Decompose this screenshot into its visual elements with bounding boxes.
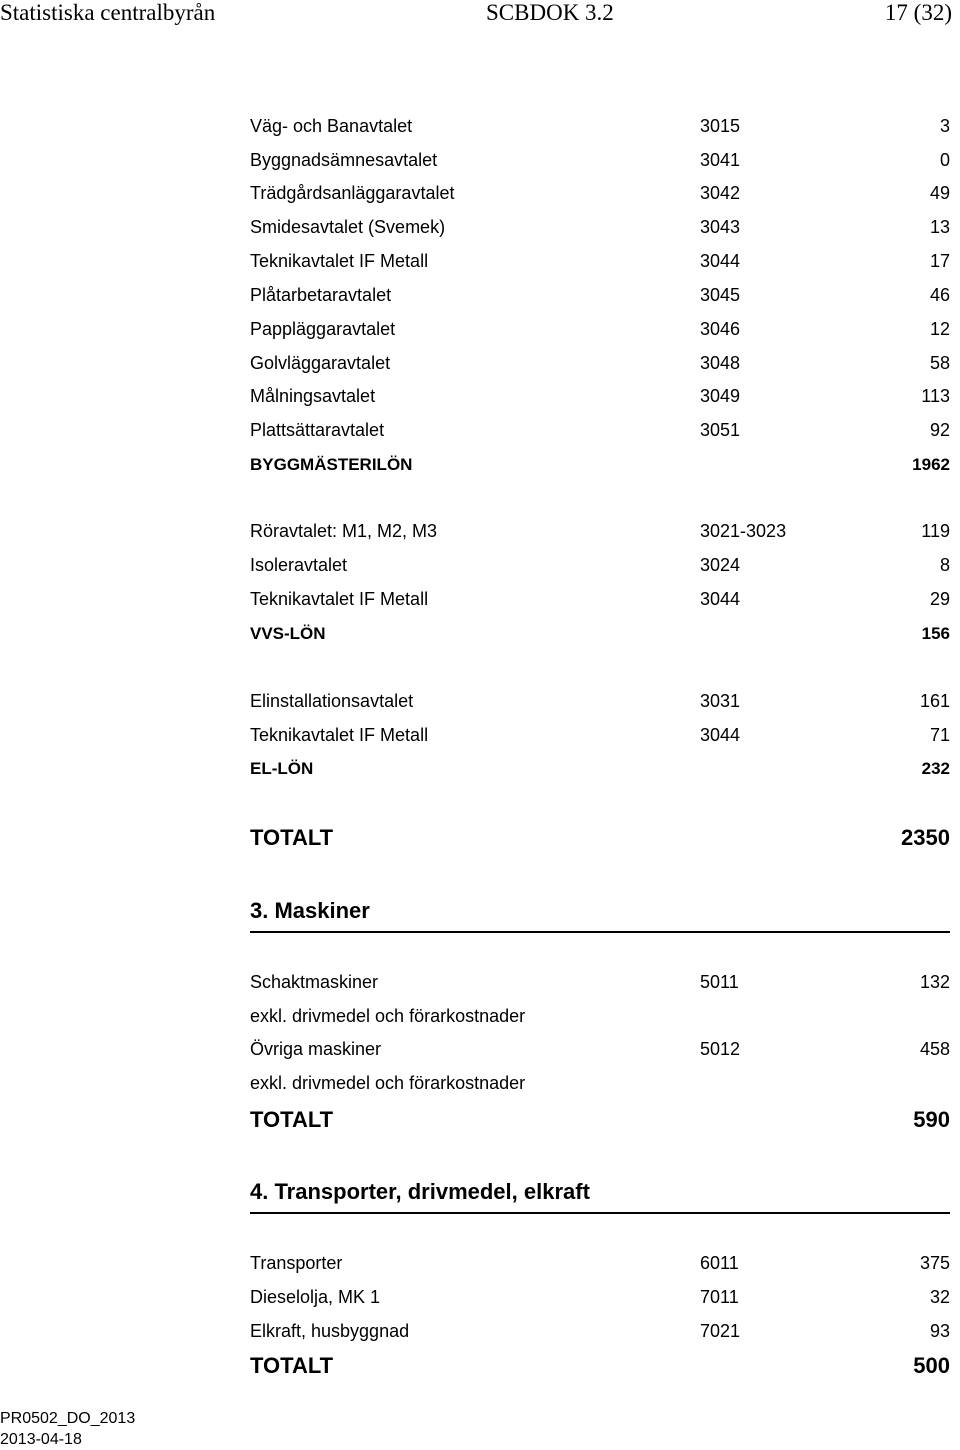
- row-code: 3046: [700, 319, 741, 339]
- footer-doc-id: PR0502_DO_2013: [0, 1410, 136, 1427]
- row-value: 29: [929, 589, 950, 609]
- row-value: 8: [939, 555, 950, 575]
- row-code: 3021-3023: [700, 521, 787, 541]
- row-name: Elinstallationsavtalet: [250, 691, 414, 711]
- row-value: 0: [939, 150, 950, 170]
- subtotal-value: 1962: [912, 455, 950, 474]
- row-name: Plåtarbetaravtalet: [250, 285, 392, 305]
- row-name: Teknikavtalet IF Metall: [250, 589, 429, 609]
- table-row: [250, 112, 950, 140]
- table-row: [250, 551, 950, 579]
- section-heading: 3. Maskiner: [250, 891, 950, 933]
- subtotal-row: [250, 620, 950, 648]
- page-footer: [0, 1408, 135, 1450]
- row-value: 12: [929, 319, 950, 339]
- row-value: 113: [921, 386, 950, 406]
- total-row: [250, 821, 950, 855]
- page-number: 17 (32): [884, 0, 952, 25]
- subtotal-label: EL-LÖN: [250, 759, 314, 778]
- row-name: Övriga maskiner: [250, 1039, 382, 1059]
- row-name: Schaktmaskiner: [250, 972, 379, 992]
- row-code: 3044: [700, 251, 741, 271]
- row-code: 3042: [700, 183, 741, 203]
- row-code: 3044: [700, 725, 741, 745]
- row-name: Plattsättaravtalet: [250, 420, 385, 440]
- total-label: TOTALT: [250, 1107, 334, 1132]
- table-row: [250, 1069, 950, 1097]
- section-heading: 4. Transporter, drivmedel, elkraft: [250, 1172, 950, 1214]
- row-value: 3: [939, 116, 950, 136]
- row-value: 71: [929, 725, 950, 745]
- row-name: Byggnadsämnesavtalet: [250, 150, 438, 170]
- table-row: [250, 146, 950, 174]
- row-name: Trädgårdsanläggaravtalet: [250, 183, 455, 203]
- subtotal-label: BYGGMÄSTERILÖN: [250, 455, 413, 474]
- table-row: [250, 1317, 950, 1345]
- row-value: 92: [929, 420, 950, 440]
- page-header: [0, 0, 960, 36]
- subtotal-row: [250, 755, 950, 783]
- table-row: [250, 315, 950, 343]
- subtotal-value: 156: [921, 624, 950, 643]
- row-code: 3048: [700, 353, 741, 373]
- table-row: [250, 721, 950, 749]
- row-code: 3024: [700, 555, 741, 575]
- row-code: 6011: [700, 1253, 739, 1273]
- subtotal-label: VVS-LÖN: [250, 624, 326, 643]
- row-value: 46: [929, 285, 950, 305]
- table-row: [250, 281, 950, 309]
- footer-date: 2013-04-18: [0, 1431, 82, 1448]
- row-code: 3045: [700, 285, 741, 305]
- table-row: [250, 1002, 950, 1030]
- row-code: 7021: [700, 1321, 741, 1341]
- row-name: Målningsavtalet: [250, 386, 376, 406]
- row-code: 7011: [700, 1287, 739, 1307]
- row-code: 3044: [700, 589, 741, 609]
- table-row: [250, 1283, 950, 1311]
- row-value: 119: [921, 521, 950, 541]
- row-value: 132: [919, 972, 950, 992]
- total-value: 500: [913, 1353, 950, 1378]
- table-row: [250, 687, 950, 715]
- row-code: 3051: [700, 420, 741, 440]
- row-value: 58: [929, 353, 950, 373]
- table-row: [250, 1249, 950, 1277]
- table-row: [250, 968, 950, 996]
- row-value: 49: [929, 183, 950, 203]
- row-value: 161: [919, 691, 950, 711]
- row-code: 3015: [700, 116, 741, 136]
- row-code: 3041: [700, 150, 741, 170]
- row-code: 3043: [700, 217, 741, 237]
- row-code: 5011: [700, 972, 739, 992]
- row-name: Dieselolja, MK 1: [250, 1287, 381, 1307]
- table-row: [250, 517, 950, 545]
- row-name: exkl. drivmedel och förarkostnader: [250, 1073, 526, 1093]
- table-row: [250, 213, 950, 241]
- total-value: 2350: [901, 825, 950, 850]
- total-label: TOTALT: [250, 1353, 334, 1378]
- row-value: 17: [929, 251, 950, 271]
- table-row: [250, 585, 950, 613]
- row-name: Elkraft, husbyggnad: [250, 1321, 410, 1341]
- row-value: 93: [929, 1321, 950, 1341]
- row-name: Golvläggaravtalet: [250, 353, 391, 373]
- organization-name: Statistiska centralbyrån: [0, 0, 216, 25]
- row-name: Transporter: [250, 1253, 343, 1273]
- row-value: 458: [919, 1039, 950, 1059]
- subtotal-value: 232: [921, 759, 950, 778]
- row-name: exkl. drivmedel och förarkostnader: [250, 1006, 526, 1026]
- table-row: [250, 349, 950, 377]
- row-name: Pappläggaravtalet: [250, 319, 396, 339]
- row-name: Röravtalet: M1, M2, M3: [250, 521, 438, 541]
- table-row: [250, 382, 950, 410]
- total-row: [250, 1103, 950, 1137]
- table-row: [250, 179, 950, 207]
- table-row: [250, 1035, 950, 1063]
- row-code: 3031: [700, 691, 741, 711]
- table-row: [250, 416, 950, 444]
- document-code: SCBDOK 3.2: [486, 0, 614, 25]
- row-code: 3049: [700, 386, 741, 406]
- row-name: Teknikavtalet IF Metall: [250, 251, 429, 271]
- row-name: Isoleravtalet: [250, 555, 348, 575]
- row-name: Smidesavtalet (Svemek): [250, 217, 446, 237]
- row-value: 375: [919, 1253, 950, 1273]
- total-row: [250, 1349, 950, 1383]
- total-label: TOTALT: [250, 825, 334, 850]
- total-value: 590: [913, 1107, 950, 1132]
- subtotal-row: [250, 451, 950, 479]
- row-value: 32: [929, 1287, 950, 1307]
- row-code: 5012: [700, 1039, 741, 1059]
- row-name: Väg- och Banavtalet: [250, 116, 413, 136]
- table-row: [250, 247, 950, 275]
- row-name: Teknikavtalet IF Metall: [250, 725, 429, 745]
- row-value: 13: [929, 217, 950, 237]
